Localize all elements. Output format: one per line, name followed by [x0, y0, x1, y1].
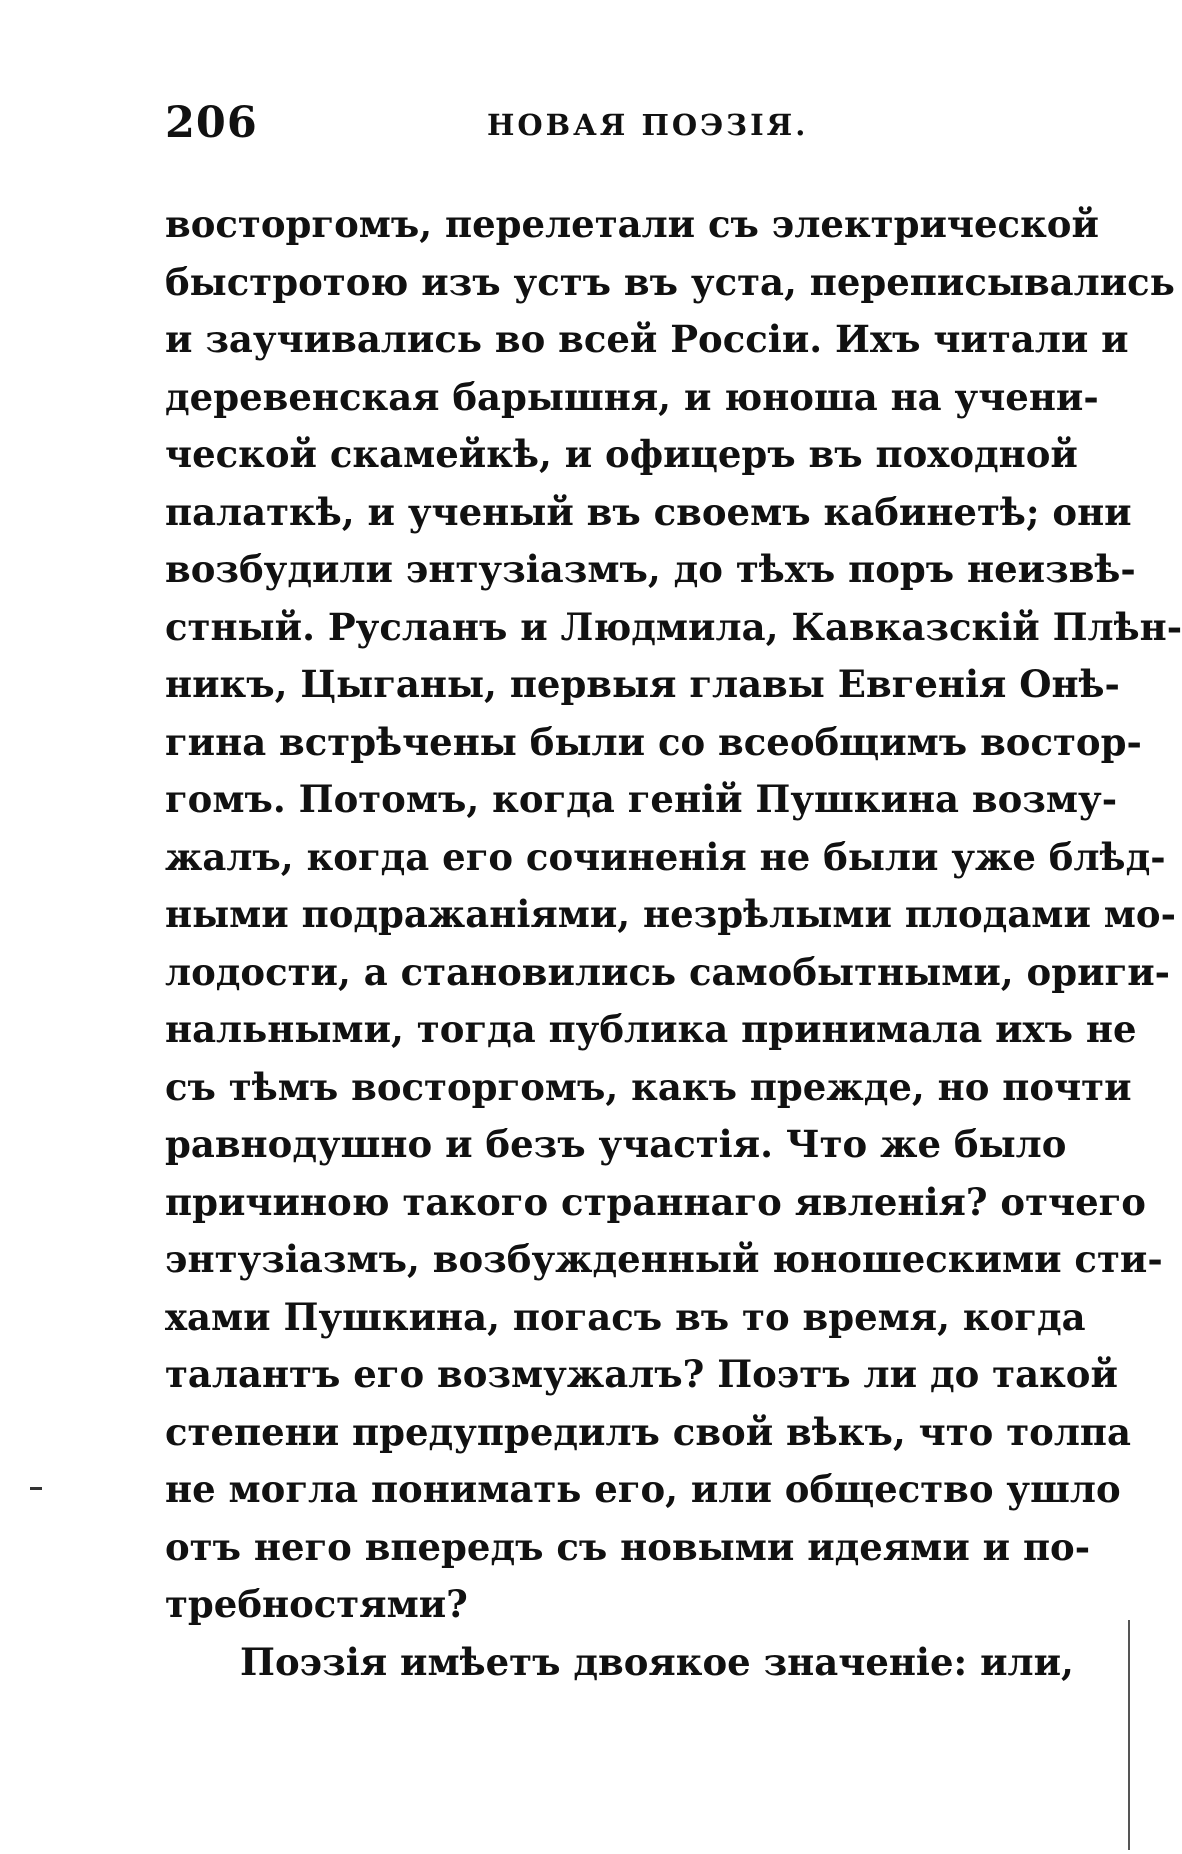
text-line: энтузіазмъ, возбужденный юношескими сти-	[165, 1237, 1163, 1281]
text-line: отъ него впередъ съ новыми идеями и по-	[165, 1524, 1091, 1569]
page-number: 206	[165, 98, 258, 148]
text-line: не могла понимать его, или общество ушло	[165, 1467, 1121, 1511]
text-line: причиною такого страннаго явленія? отчего	[165, 1179, 1146, 1224]
text-line: быстротою изъ устъ въ уста, переписывались	[165, 259, 1175, 304]
text-line: и заучивались во всей Россіи. Ихъ читали и	[165, 317, 1129, 361]
body-text	[165, 196, 1182, 1691]
text-line: талантъ его возмужалъ? Поэтъ ли до такой	[165, 1352, 1118, 1396]
text-line: съ тѣмъ восторгомъ, какъ прежде, но почти	[165, 1064, 1132, 1109]
text-line: нальными, тогда публика принимала ихъ не	[165, 1007, 1137, 1051]
text-line: стный. Русланъ и Людмила, Кавказскій Плѣн-	[165, 604, 1182, 649]
text-line: гина встрѣчены были со всеобщимъ востор-	[165, 719, 1142, 764]
page-edge-rule	[1128, 1620, 1130, 1850]
text-line: равнодушно и безъ участія. Что же было	[165, 1122, 1067, 1166]
text-line: ными подражаніями, незрѣлыми плодами мо-	[165, 892, 1176, 936]
page-header	[165, 98, 1065, 158]
text-line: восторгомъ, перелетали съ электрической	[165, 202, 1099, 246]
text-line-paragraph-start: Поэзія имѣетъ двоякое значеніе: или,	[240, 1639, 1074, 1684]
text-line: ческой скамейкѣ, и офицеръ въ походной	[165, 432, 1078, 476]
margin-mark	[30, 1487, 42, 1490]
text-line: деревенская барышня, и юноша на учени-	[165, 374, 1099, 419]
text-line-paragraph-end: требностями?	[165, 1582, 468, 1626]
text-line: гомъ. Потомъ, когда геній Пушкина возму-	[165, 777, 1118, 821]
text-line: степени предупредилъ свой вѣкъ, что толпа	[165, 1409, 1131, 1454]
text-line: жалъ, когда его сочиненія не были уже блѣд-	[165, 834, 1166, 879]
running-title: НОВАЯ ПОЭЗІЯ.	[487, 108, 809, 142]
text-line: возбудили энтузіазмъ, до тѣхъ поръ неизвѣ-	[165, 547, 1136, 591]
text-line: никъ, Цыганы, первыя главы Евгенія Онѣ-	[165, 662, 1120, 706]
text-line: хами Пушкина, погасъ въ то время, когда	[165, 1294, 1086, 1339]
text-line: лодости, а становились самобытными, ориги-	[165, 949, 1171, 994]
text-line: палаткѣ, и ученый въ своемъ кабинетѣ; они	[165, 489, 1132, 534]
